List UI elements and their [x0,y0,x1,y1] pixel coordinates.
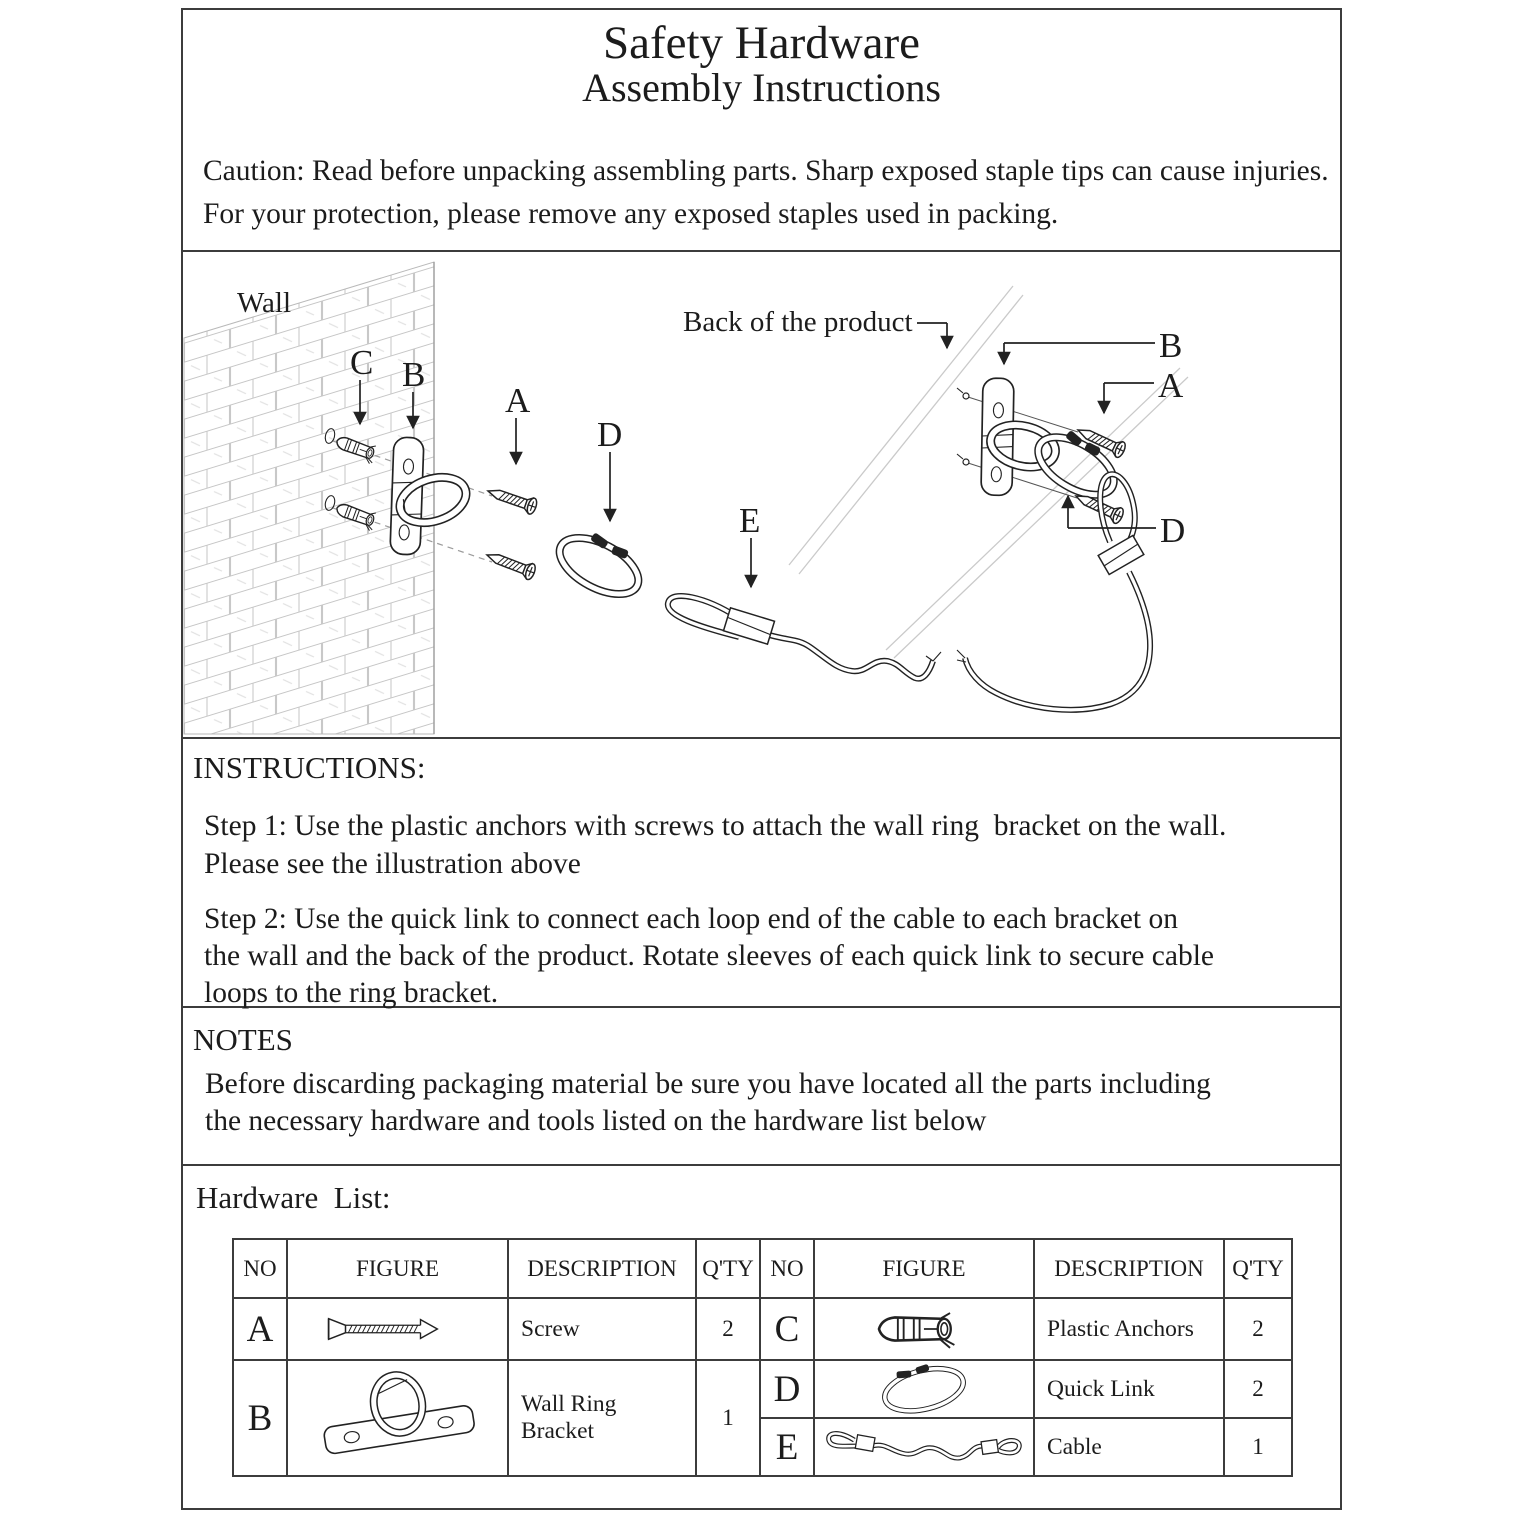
row-a-figure [288,1299,507,1359]
col-header-description: DESCRIPTION [509,1240,695,1297]
callout-b: B [402,355,426,394]
row-a-description: Screw [509,1299,695,1359]
notes-line-1: Before discarding packaging material be sure you have located all the parts including [205,1068,1211,1100]
quick-link-icon [854,1362,994,1416]
step2-line-2: the wall and the back of the product. Rotate sleeves of each quick link to secure cable [204,940,1214,972]
col-header-no: NO [761,1240,813,1297]
callout-a-right: A [1158,366,1184,405]
wall-label: Wall [237,287,292,319]
col-header-description: DESCRIPTION [1035,1240,1223,1297]
row-b-figure [288,1361,507,1475]
section-divider-4 [181,1164,1342,1166]
screw-icon [485,483,538,515]
section-divider-2 [181,737,1342,739]
row-c-no: C [761,1299,813,1359]
screw-icon [323,1308,473,1350]
back-of-product-label: Back of the product [683,306,913,338]
page-subtitle: Assembly Instructions [582,65,941,110]
callout-d: D [597,415,623,454]
step1-line-1: Step 1: Use the plastic anchors with screws to attach the wall ring bracket on the wall. [204,810,1227,842]
quick-link-icon [551,521,650,606]
callout-b-right: B [1159,326,1183,365]
hardware-table [232,1238,1293,1477]
row-d-figure [815,1361,1033,1417]
row-c-qty: 2 [1225,1299,1291,1359]
assembly-diagram [181,250,1344,737]
hardware-list-heading: Hardware List: [196,1180,391,1215]
col-header-qty: Q'TY [697,1240,759,1297]
row-e-qty: 1 [1225,1419,1291,1475]
row-d-qty: 2 [1225,1361,1291,1417]
row-e-description: Cable [1035,1419,1223,1475]
notes-heading: NOTES [193,1022,293,1057]
back-of-product-leader [917,323,947,348]
row-e-figure [815,1419,1033,1475]
row-a-no: A [234,1299,286,1359]
notes-line-2: the necessary hardware and tools listed on the hardware list below [205,1105,987,1137]
step1-line-2: Please see the illustration above [204,848,581,880]
step2-line-3: loops to the ring bracket. [204,977,499,1009]
row-e-no: E [761,1419,813,1475]
callout-c: C [350,343,374,382]
row-b-no: B [234,1361,286,1475]
cable-icon [821,1422,1027,1472]
caution-line-2: For your protection, please remove any exposed staples used in packing. [203,198,1059,230]
instructions-heading: INSTRUCTIONS: [193,750,426,785]
row-d-description: Quick Link [1035,1361,1223,1417]
plastic-anchor-icon [864,1305,984,1353]
callout-d-right: D [1160,511,1186,550]
col-header-qty: Q'TY [1225,1240,1291,1297]
row-d-no: D [761,1361,813,1417]
callout-a: A [505,381,531,420]
wall-ring-bracket-icon [303,1366,493,1470]
caution-line-1: Caution: Read before unpacking assembling parts. Sharp exposed staple tips can cause injuries. [203,155,1329,187]
callout-e: E [739,501,761,540]
col-header-figure: FIGURE [815,1240,1033,1297]
row-c-figure [815,1299,1033,1359]
col-header-no: NO [234,1240,286,1297]
page-title: Safety Hardware [602,17,921,69]
col-header-figure: FIGURE [288,1240,507,1297]
row-b-qty: 1 [697,1361,759,1475]
step2-line-1: Step 2: Use the quick link to connect each loop end of the cable to each bracket on [204,903,1178,935]
row-b-description: Wall Ring Bracket [509,1361,695,1475]
row-a-qty: 2 [697,1299,759,1359]
screw-icon [484,547,537,581]
row-c-description: Plastic Anchors [1035,1299,1223,1359]
